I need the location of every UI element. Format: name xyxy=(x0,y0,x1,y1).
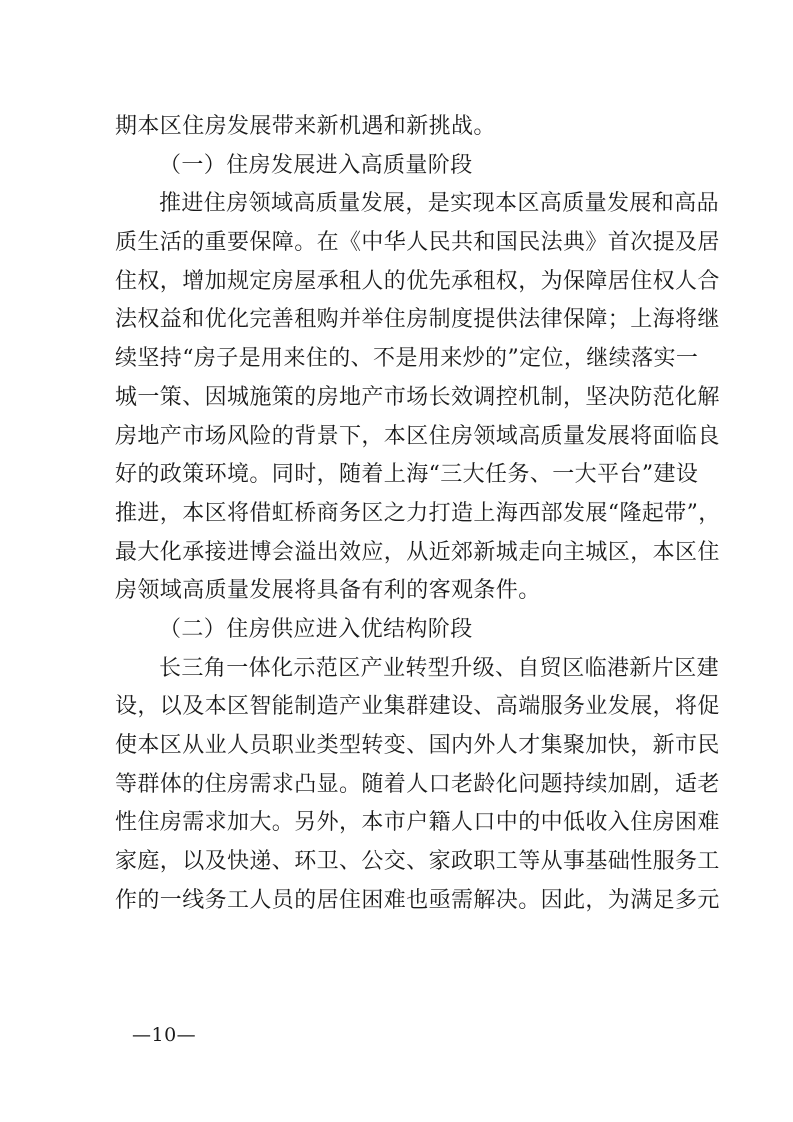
paragraph-line: 法权益和优化完善租购并举住房制度提供法律保障；上海将继 xyxy=(115,307,720,333)
paragraph-line: 房领域高质量发展将具备有利的客观条件。 xyxy=(115,578,541,604)
paragraph-line: 住权，增加规定房屋承租人的优先承租权，为保障居住权人合 xyxy=(115,268,720,294)
paragraph-line: 使本区从业人员职业类型转变、国内外人才集聚加快，新市民 xyxy=(115,733,720,758)
paragraph-line: 最大化承接进博会溢出效应，从近郊新城走向主城区，本区住 xyxy=(115,539,720,565)
body-text xyxy=(115,108,721,920)
paragraph-line: 作的一线务工人员的居住困难也亟需解决。因此，为满足多元 xyxy=(115,887,720,913)
paragraph-line: 等群体的住房需求凸显。随着人口老龄化问题持续加剧，适老 xyxy=(115,771,720,797)
paragraph-line: 城一策、因城施策的房地产市场长效调控机制，坚决防范化解 xyxy=(115,384,720,410)
paragraph-line: 性住房需求加大。另外，本市户籍人口中的中低收入住房困难 xyxy=(115,810,720,836)
section-heading-1: （一）住房发展进入高质量阶段 xyxy=(159,152,473,178)
paragraph-line: 续坚持“房子是用来住的、不是用来炒的”定位，继续落实一 xyxy=(115,346,699,372)
paragraph-line: 推进，本区将借虹桥商务区之力打造上海西部发展“隆起带”， xyxy=(115,500,721,526)
section-heading-2: （二）住房供应进入优结构阶段 xyxy=(159,616,473,642)
paragraph-line: 家庭，以及快递、环卫、公交、家政职工等从事基础性服务工 xyxy=(115,849,720,875)
paragraph-line: 质生活的重要保障。在《中华人民共和国民法典》首次提及居 xyxy=(115,230,720,256)
paragraph-line: 设，以及本区智能制造产业集群建设、高端服务业发展，将促 xyxy=(115,694,720,720)
paragraph-line: 好的政策环境。同时，随着上海“三大任务、一大平台”建设 xyxy=(115,462,699,488)
paragraph-line: 长三角一体化示范区产业转型升级、自贸区临港新片区建 xyxy=(159,655,720,681)
paragraph-line: 房地产市场风险的背景下，本区住房领域高质量发展将面临良 xyxy=(115,423,720,449)
paragraph-line: 推进住房领域高质量发展，是实现本区高质量发展和高品 xyxy=(159,191,720,217)
page-number: —10— xyxy=(132,1024,197,1046)
paragraph-line: 期本区住房发展带来新机遇和新挑战。 xyxy=(115,114,496,139)
